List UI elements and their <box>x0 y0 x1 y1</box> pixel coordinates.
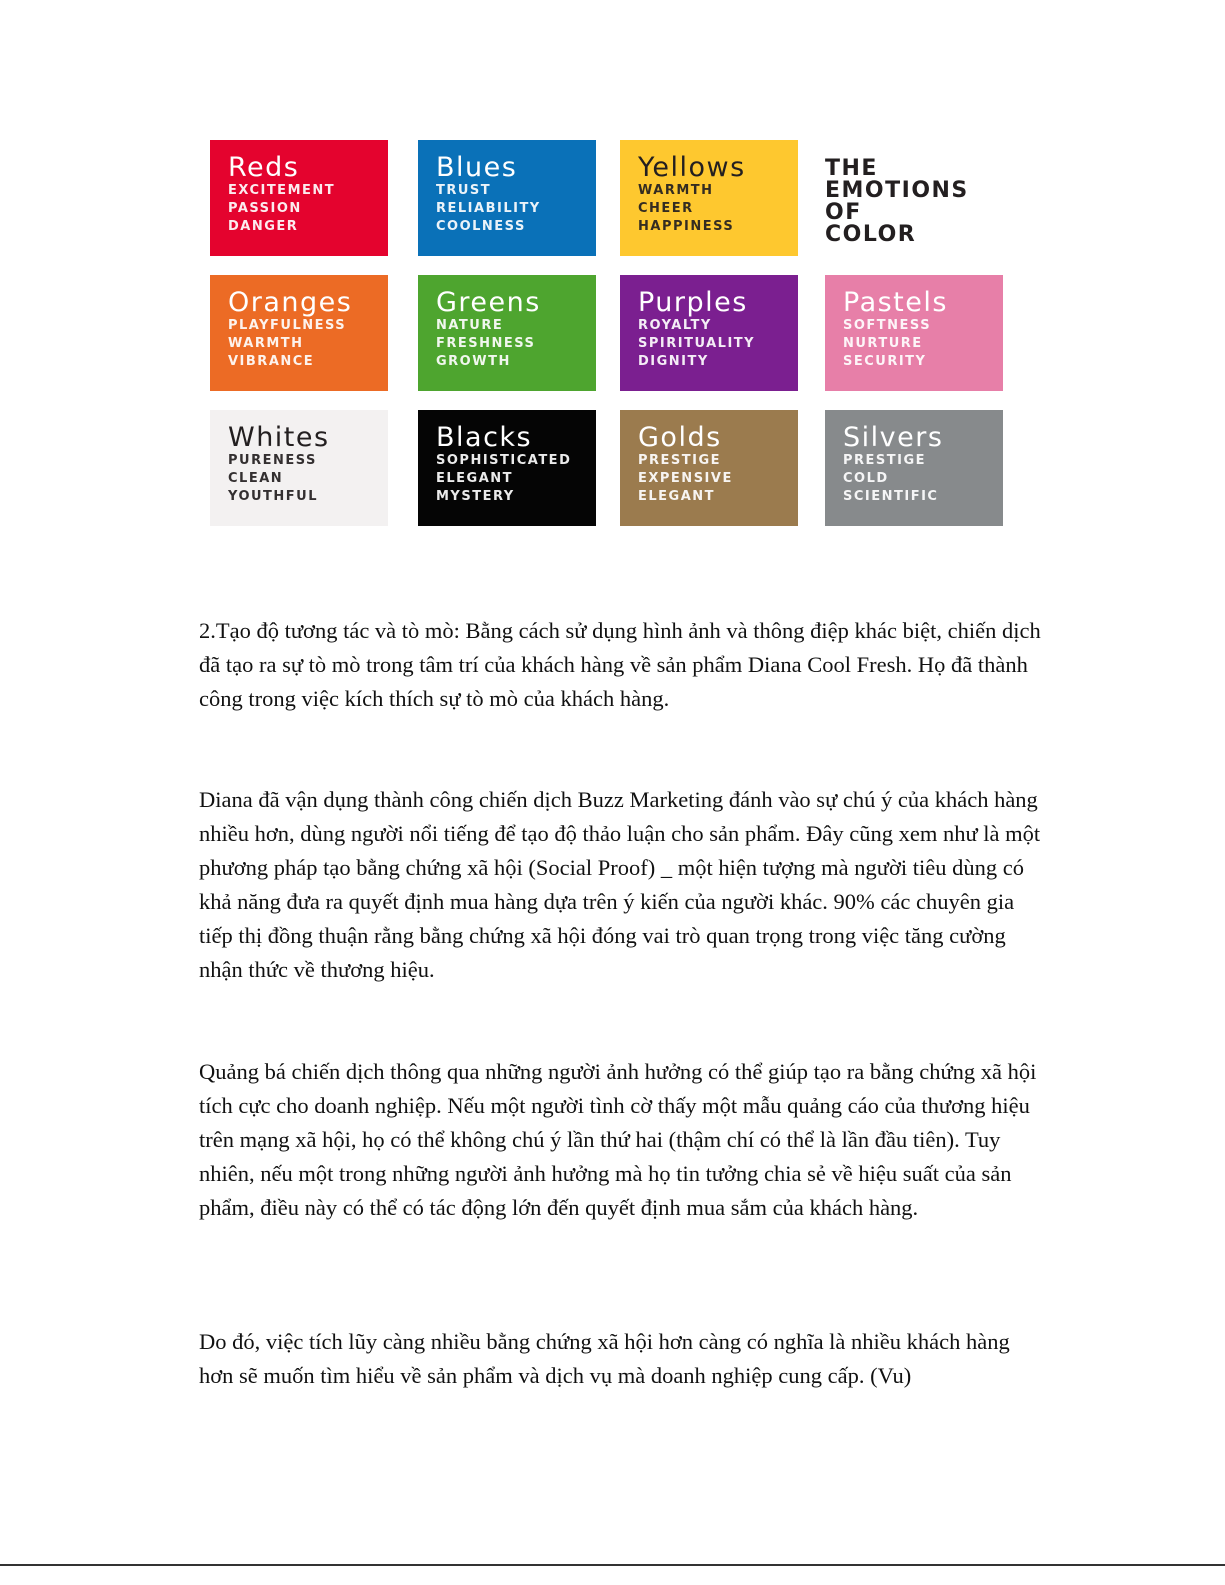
color-tile-word: YOUTHFUL <box>228 489 319 504</box>
color-tile-word: PRESTIGE <box>638 453 722 468</box>
page-bottom-divider <box>0 1564 1225 1566</box>
figure-heading-line: THE <box>825 156 878 181</box>
color-tile-pastels <box>825 275 1003 391</box>
color-tile-word: SOPHISTICATED <box>436 453 572 468</box>
color-tile-purples <box>620 275 798 391</box>
color-tile-word: ELEGANT <box>436 471 514 486</box>
color-tile-word: DANGER <box>228 219 299 234</box>
color-tile-name: Whites <box>228 422 330 453</box>
color-tile-blacks <box>418 410 596 526</box>
color-tile-golds <box>620 410 798 526</box>
color-tile-word: VIBRANCE <box>228 354 315 369</box>
color-tile-word: PRESTIGE <box>843 453 927 468</box>
color-tile-name: Pastels <box>843 287 948 318</box>
color-tile-word: WARMTH <box>228 336 304 351</box>
color-tile-word: PURENESS <box>228 453 317 468</box>
color-tile-word: TRUST <box>436 183 492 198</box>
color-tile-word: HAPPINESS <box>638 219 735 234</box>
color-tile-word: CLEAN <box>228 471 284 486</box>
body-paragraph: Diana đã vận dụng thành công chiến dịch Buzz Marketing đánh vào sự chú ý của khách hàng nhiều hơn, dùng người nổi tiếng để tạo độ thảo luận cho sản phẩm. Đây cũng xem như là một phương pháp tạo bằng chứng xã hội (Social Proof) _ một hiện tượng mà người tiêu dùng có khả năng đưa ra quyết định mua hàng dựa trên ý kiến của người khác. 90% các chuyên gia tiếp thị đồng thuận rằng bằng chứng xã hội đóng vai trò quan trọng trong việc tăng cường nhận thức về thương hiệu. <box>199 787 1041 982</box>
color-tile-name: Silvers <box>843 422 944 453</box>
color-tile-word: ROYALTY <box>638 318 712 333</box>
color-tile-word: FRESHNESS <box>436 336 536 351</box>
color-tile-word: ELEGANT <box>638 489 716 504</box>
color-tile-yellows <box>620 140 798 256</box>
color-tile-word: CHEER <box>638 201 694 216</box>
color-tile-word: EXPENSIVE <box>638 471 733 486</box>
color-tile-word: SOFTNESS <box>843 318 932 333</box>
color-tile-word: NURTURE <box>843 336 923 351</box>
color-tile-word: NATURE <box>436 318 504 333</box>
body-paragraph: 2.Tạo độ tương tác và tò mò: Bằng cách sử dụng hình ảnh và thông điệp khác biệt, chiến dịch đã tạo ra sự tò mò trong tâm trí của khách hàng về sản phẩm Diana Cool Fresh. Họ đã thành công trong việc kích thích sự tò mò của khách hàng. <box>199 618 1041 711</box>
color-tile-word: SCIENTIFIC <box>843 489 939 504</box>
color-tile-blues <box>418 140 596 256</box>
color-tile-name: Greens <box>436 287 541 318</box>
color-tile-word: MYSTERY <box>436 489 515 504</box>
color-tile-name: Reds <box>228 152 300 183</box>
body-paragraph: Quảng bá chiến dịch thông qua những người ảnh hưởng có thể giúp tạo ra bằng chứng xã hội tích cực cho doanh nghiệp. Nếu một người tình cờ thấy một mẫu quảng cáo của thương hiệu trên mạng xã hội, họ có thể không chú ý lần thứ hai (thậm chí có thể là lần đầu tiên). Tuy nhiên, nếu một trong những người ảnh hưởng mà họ tin tưởng chia sẻ về hiệu suất của sản phẩm, điều này có thể có tác động lớn đến quyết định mua sắm của khách hàng. <box>199 1059 1037 1220</box>
figure-heading-line: EMOTIONS <box>825 178 969 203</box>
color-tile-name: Purples <box>638 287 748 318</box>
color-tile-name: Blues <box>436 152 518 183</box>
color-tile-name: Yellows <box>638 152 746 183</box>
color-tile-reds <box>210 140 388 256</box>
color-tile-name: Blacks <box>436 422 533 453</box>
figure-heading-line: COLOR <box>825 222 917 247</box>
color-tile-word: SPIRITUALITY <box>638 336 756 351</box>
color-tile-greens <box>418 275 596 391</box>
color-tile-word: GROWTH <box>436 354 511 369</box>
color-emotions-figure <box>210 140 1010 530</box>
color-tile-word: EXCITEMENT <box>228 183 336 198</box>
figure-heading-line: OF <box>825 200 862 225</box>
color-tile-word: COOLNESS <box>436 219 526 234</box>
color-tile-oranges <box>210 275 388 391</box>
color-tile-name: Oranges <box>228 287 353 318</box>
color-tile-whites <box>210 410 388 526</box>
color-tile-word: PASSION <box>228 201 302 216</box>
body-paragraph: Do đó, việc tích lũy càng nhiều bằng chứng xã hội hơn càng có nghĩa là nhiều khách hàng hơn sẽ muốn tìm hiểu về sản phẩm và dịch vụ mà doanh nghiệp cung cấp. (Vu) <box>199 1329 1010 1388</box>
color-tile-word: COLD <box>843 471 889 486</box>
figure-heading <box>825 140 1010 256</box>
color-tile-word: RELIABILITY <box>436 201 541 216</box>
color-tile-word: DIGNITY <box>638 354 709 369</box>
color-tile-word: PLAYFULNESS <box>228 318 347 333</box>
color-tile-silvers <box>825 410 1003 526</box>
color-tile-name: Golds <box>638 422 722 453</box>
color-tile-word: WARMTH <box>638 183 714 198</box>
color-tile-word: SECURITY <box>843 354 927 369</box>
